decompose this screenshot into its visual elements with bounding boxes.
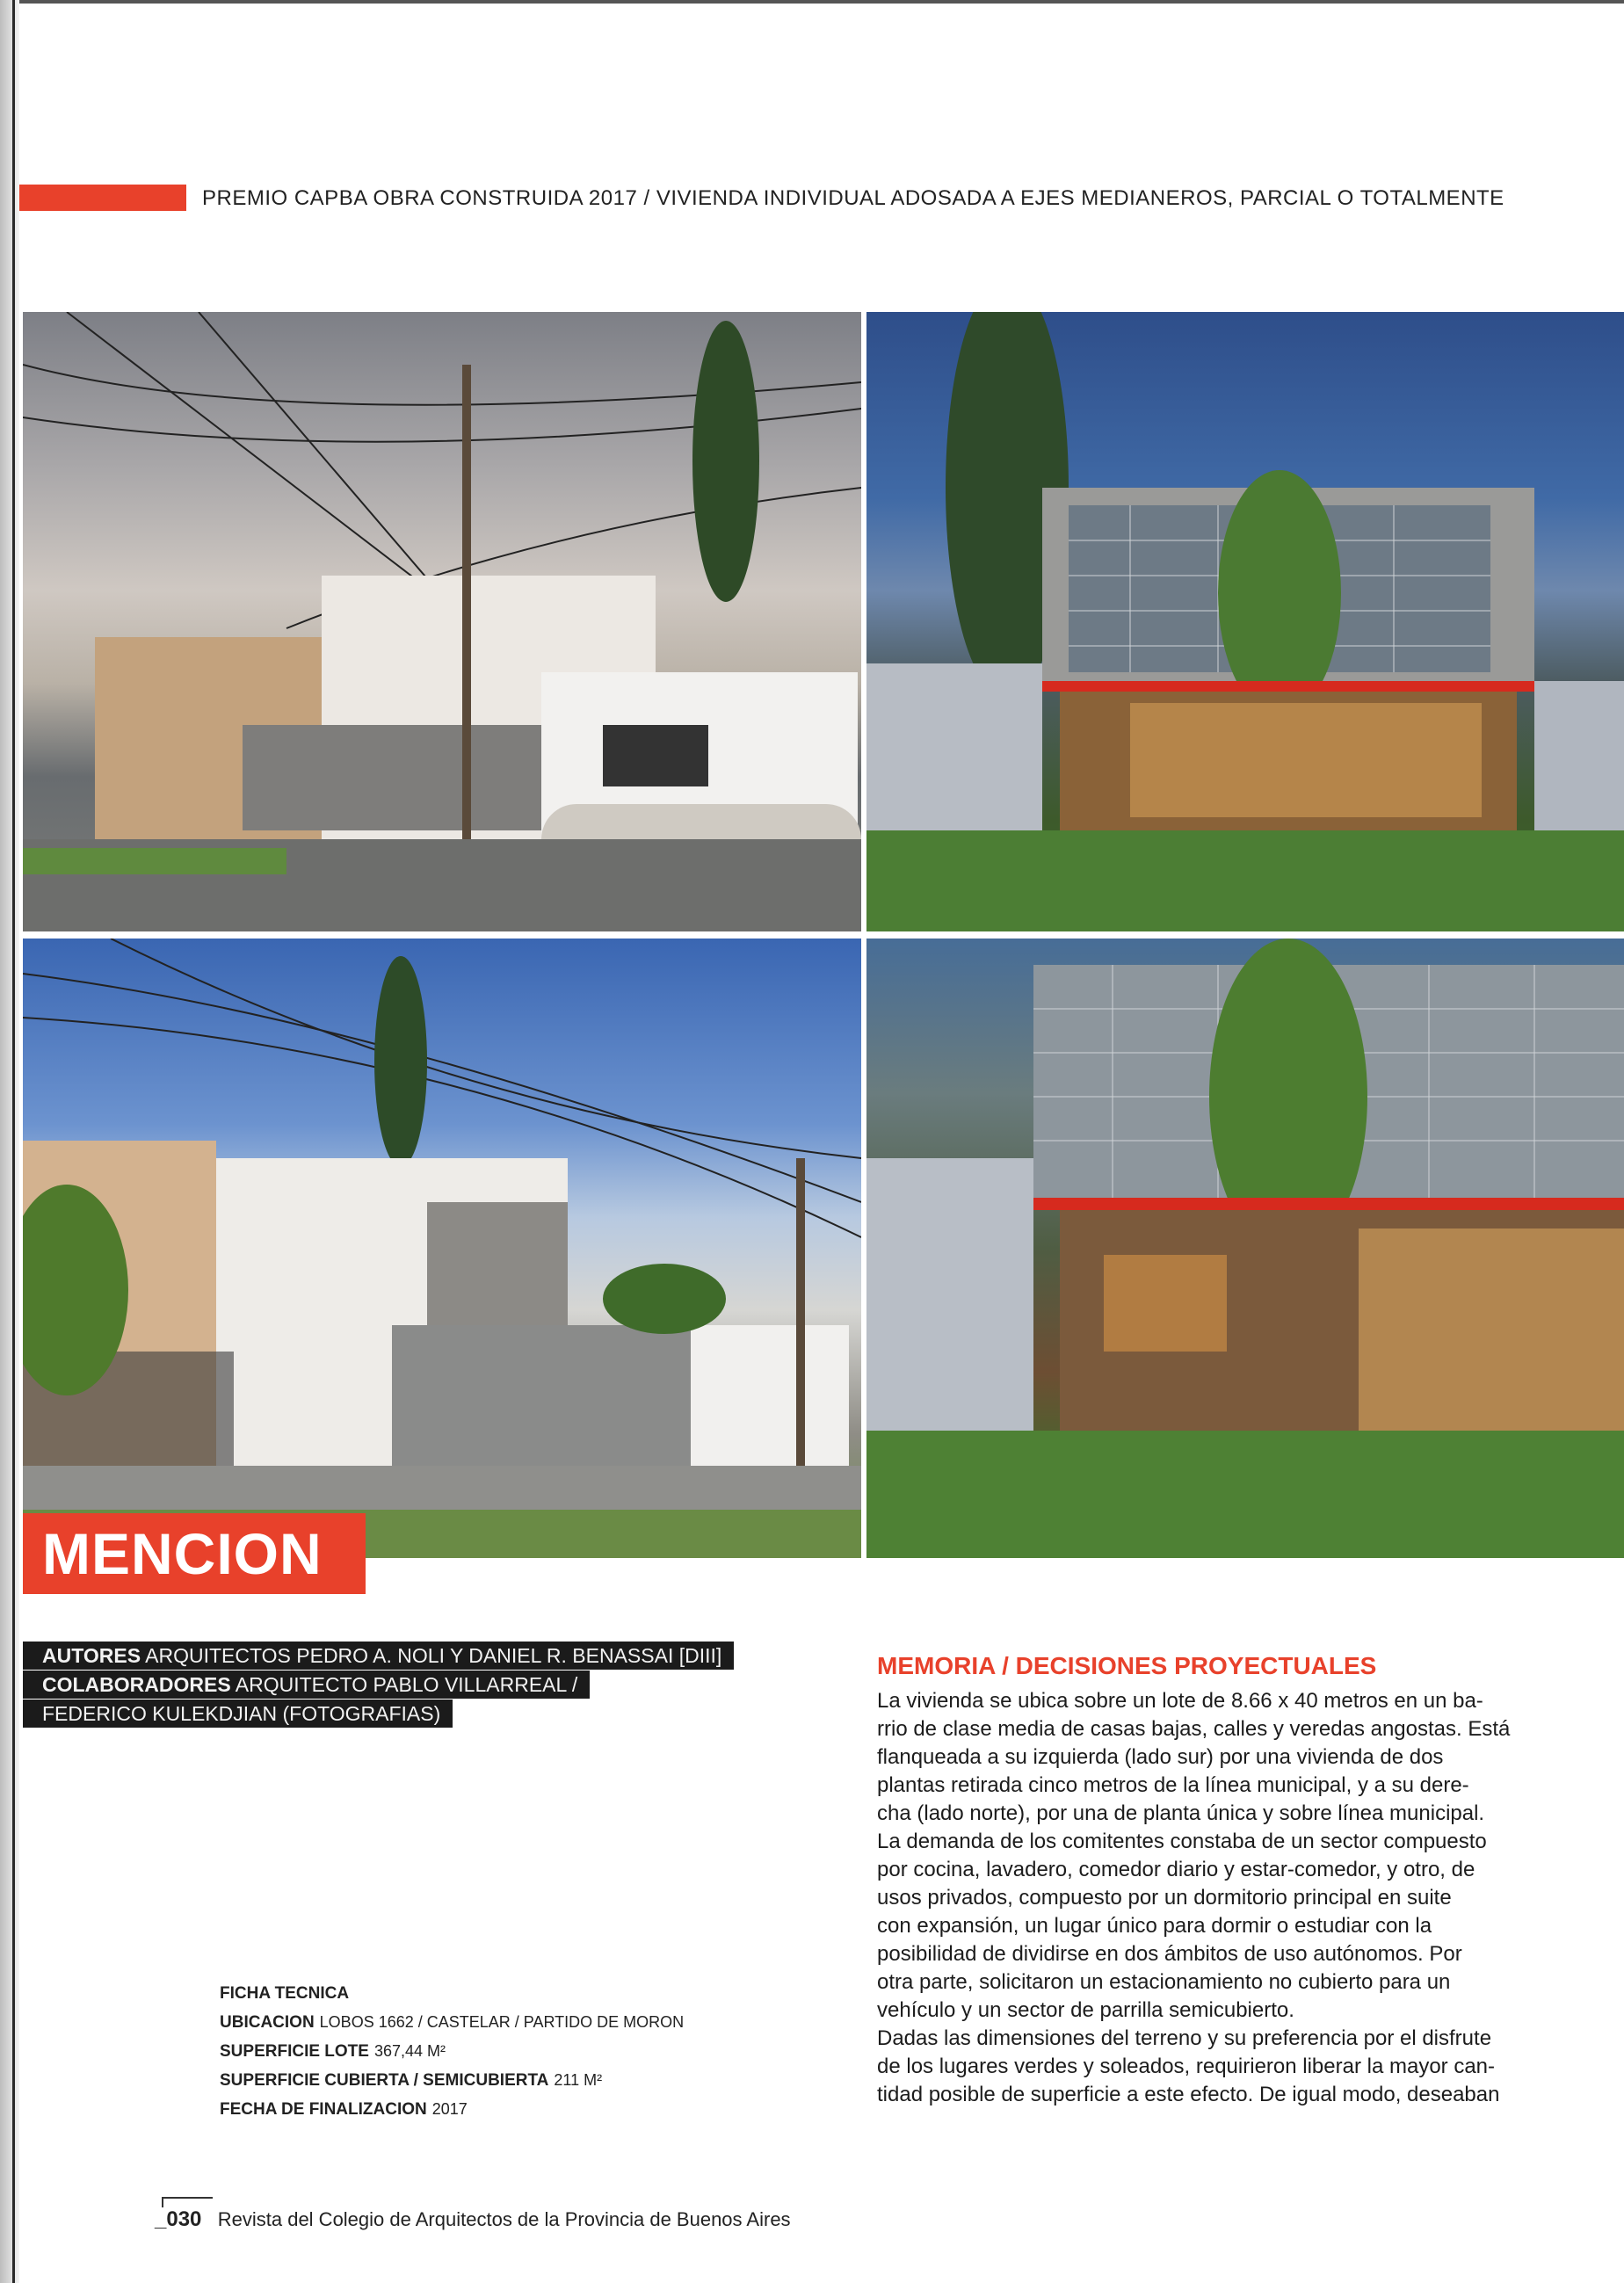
memoria-line: con expansión, un lugar único para dormir o estudiar con la <box>877 1914 1432 1938</box>
mencion-badge <box>23 1513 366 1594</box>
memoria-line: La vivienda se ubica sobre un lote de 8.66 x 40 metros en un ba- <box>877 1689 1483 1713</box>
ficha-tecnica <box>220 1979 684 2124</box>
ficha-row-label: UBICACION <box>220 2013 315 2032</box>
ficha-row-value: 2017 <box>431 2100 468 2118</box>
credit-colaboradores-label: COLABORADORES <box>42 1673 231 1696</box>
page-number: _030 <box>155 2207 202 2231</box>
memoria-line: posibilidad de dividirse en dos ámbitos de uso autónomos. Por <box>877 1942 1462 1966</box>
memoria-body <box>877 1687 1511 2109</box>
ficha-row-label: FECHA DE FINALIZACION <box>220 2100 427 2119</box>
footer-bracket <box>162 2197 213 2207</box>
header-accent-bar <box>19 185 186 211</box>
credit-colaboradores-value: ARQUITECTO PABLO VILLARREAL / <box>235 1673 578 1696</box>
memoria-line: rrio de clase media de casas bajas, calles y veredas angostas. Está <box>877 1717 1511 1741</box>
rear-patio-photo <box>866 939 1624 1558</box>
credit-autores-value: ARQUITECTOS PEDRO A. NOLI Y DANIEL R. BENASSAI [DIII] <box>145 1644 722 1667</box>
ficha-row <box>220 2066 684 2095</box>
scan-binding-edge <box>0 0 19 2283</box>
credit-autores <box>23 1642 734 1670</box>
street-facade-photo <box>23 312 861 931</box>
publication-name: Revista del Colegio de Arquitectos de la Provincia de Buenos Aires <box>217 2208 791 2230</box>
memoria-line: flanqueada a su izquierda (lado sur) por una vivienda de dos <box>877 1745 1444 1769</box>
memoria-line: cha (lado norte), por una de planta única y sobre línea municipal. <box>877 1801 1485 1825</box>
memoria-line: vehículo y un sector de parrilla semicubierto. <box>877 1998 1294 2022</box>
memoria-line: por cocina, lavadero, comedor diario y estar-comedor, y otro, de <box>877 1858 1475 1881</box>
page-top-edge <box>0 0 1624 4</box>
ficha-row-label: SUPERFICIE CUBIERTA / SEMICUBIERTA <box>220 2071 549 2090</box>
credit-autores-label: AUTORES <box>42 1644 141 1667</box>
ficha-row <box>220 2037 684 2066</box>
ficha-row <box>220 2008 684 2037</box>
section-header: PREMIO CAPBA OBRA CONSTRUIDA 2017 / VIVIENDA INDIVIDUAL ADOSADA A EJES MEDIANEROS, PARCIAL O TOTALMENTE <box>202 186 1504 210</box>
page-footer <box>155 2207 791 2232</box>
scan-binding-line <box>12 0 15 2283</box>
ficha-row <box>220 2095 684 2124</box>
street-corner-photo <box>23 939 861 1558</box>
memoria-line: La demanda de los comitentes constaba de un sector compuesto <box>877 1830 1487 1853</box>
ficha-row-value: LOBOS 1662 / CASTELAR / PARTIDO DE MORON <box>319 2013 685 2031</box>
memoria-line: de los lugares verdes y soleados, requirieron liberar la mayor can- <box>877 2055 1496 2078</box>
memoria-title: MEMORIA / DECISIONES PROYECTUALES <box>877 1652 1377 1679</box>
memoria-line: tidad posible de superficie a este efecto. De igual modo, deseaban <box>877 2083 1500 2106</box>
mencion-label: MENCION <box>42 1521 323 1586</box>
credit-fotografias-value: FEDERICO KULEKDJIAN (FOTOGRAFIAS) <box>42 1702 441 1725</box>
memoria-line: usos privados, compuesto por un dormitorio principal en suite <box>877 1886 1452 1910</box>
credit-colaboradores <box>23 1671 590 1699</box>
ficha-title-text: FICHA TECNICA <box>220 1984 350 2003</box>
memoria-line: otra parte, solicitaron un estacionamiento no cubierto para un <box>877 1970 1451 1994</box>
ficha-row-value: 211 M² <box>554 2071 603 2089</box>
memoria-line: Dadas las dimensiones del terreno y su preferencia por el disfrute <box>877 2026 1492 2050</box>
ficha-row-value: 367,44 M² <box>373 2042 446 2060</box>
ficha-row-label: SUPERFICIE LOTE <box>220 2042 369 2061</box>
ficha-title <box>220 1979 684 2008</box>
credit-fotografias <box>23 1700 453 1728</box>
rear-garden-photo <box>866 312 1624 931</box>
memoria-line: plantas retirada cinco metros de la línea municipal, y a su dere- <box>877 1773 1469 1797</box>
